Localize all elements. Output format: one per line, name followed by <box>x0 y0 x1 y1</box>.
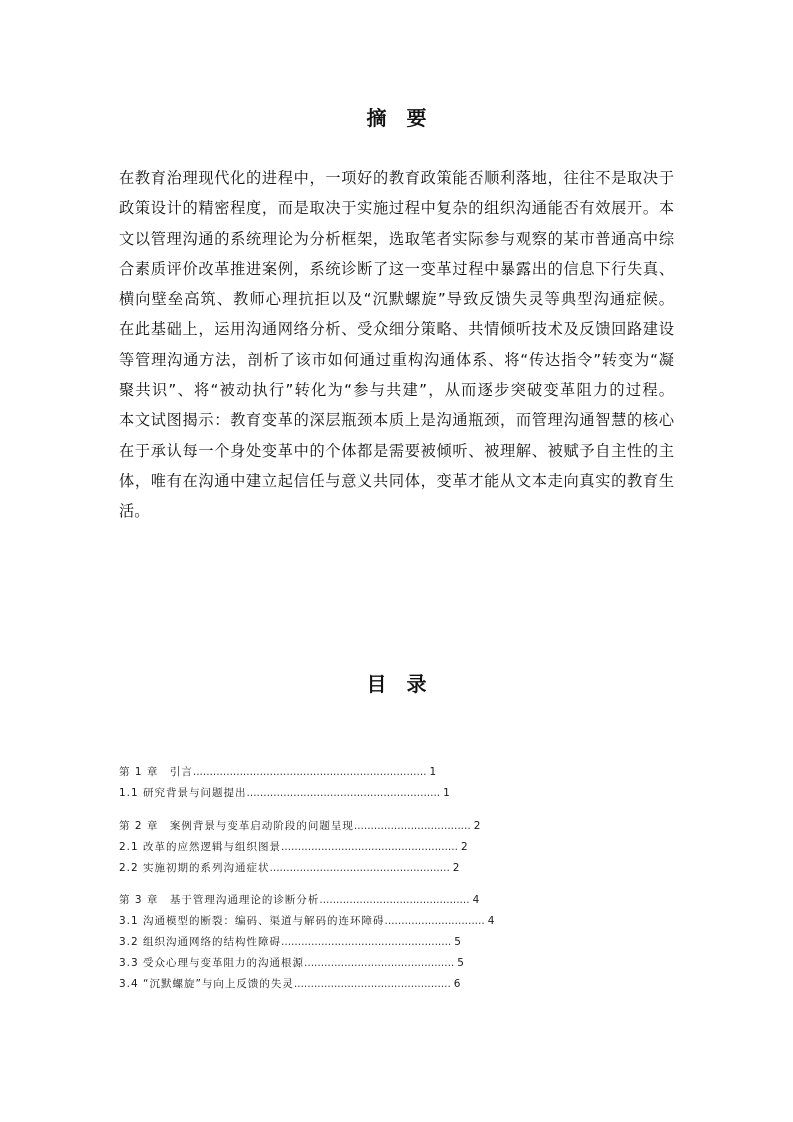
toc-page-number: 2 <box>473 820 481 832</box>
toc-entry-label: 第 1 章 引言 <box>119 766 193 778</box>
toc-leader-dots: .............................. <box>384 915 485 927</box>
toc-entry-section-3-1[interactable] <box>119 913 494 929</box>
toc-entry-label: 3.2 组织沟通网络的结构性障碍 <box>119 936 282 948</box>
toc-leader-dots: .......................................................... <box>246 787 441 799</box>
abstract-line: 聚共识”、将“被动执行”转化为“参与共建”，从而逐步突破变革阻力的过程。 <box>119 381 674 400</box>
abstract-line: 文以管理沟通的系统理论为分析框架，选取笔者实际参与观察的某市普通高中综 <box>119 229 674 248</box>
abstract-line: 在此基础上，运用沟通网络分析、受众细分策略、共情倾听技术及反馈回路建设 <box>119 320 674 339</box>
toc-leader-dots: ..................................................... <box>281 841 458 853</box>
toc-leader-dots: ............................................. <box>319 894 470 906</box>
toc-entry-label: 1.1 研究背景与问题提出 <box>119 787 247 799</box>
toc-entry-label: 3.3 受众心理与变革阻力的沟通根源 <box>119 957 305 969</box>
toc-entry-section-3-4[interactable] <box>119 976 460 992</box>
toc-leader-dots: ...................................................... <box>269 862 450 874</box>
toc-leader-dots: ............................................. <box>304 957 455 969</box>
toc-entry-label: 3.1 沟通模型的断裂：编码、渠道与解码的连环障碍 <box>119 915 385 927</box>
toc-leader-dots: ................................... <box>353 820 471 832</box>
toc-page-number: 1 <box>443 787 450 799</box>
toc-leader-dots: ................................................... <box>281 936 452 948</box>
abstract-line: 等管理沟通方法，剖析了该市如何通过重构沟通体系、将“传达指令”转变为“凝 <box>119 350 674 369</box>
toc-page-number: 4 <box>487 915 495 927</box>
toc-entry-section-1-1[interactable] <box>119 785 450 801</box>
toc-page-number: 1 <box>429 766 437 778</box>
toc-title: 目 录 <box>366 672 427 696</box>
abstract-body <box>119 163 674 527</box>
abstract-line: 政策设计的精密程度，而是取决于实施过程中复杂的组织沟通能否有效展开。本 <box>119 199 674 218</box>
toc-leader-dots: ...................................................................... <box>192 766 427 778</box>
toc-entry-chapter-1[interactable] <box>119 764 436 780</box>
abstract-line: 本文试图揭示：教育变革的深层瓶颈本质上是沟通瓶颈，而管理沟通智慧的核心 <box>119 411 674 430</box>
abstract-line: 在教育治理现代化的进程中，一项好的教育政策能否顺利落地，往往不是取决于 <box>119 169 674 187</box>
toc-page-number: 5 <box>454 936 461 948</box>
toc-page-number: 4 <box>472 894 480 906</box>
toc-entry-label: 2.1 改革的应然逻辑与组织图景 <box>119 841 282 853</box>
toc-leader-dots: ............................................... <box>293 978 451 990</box>
toc-page-number: 5 <box>457 957 464 969</box>
toc-entry-section-3-2[interactable] <box>119 934 461 950</box>
abstract-title: 摘 要 <box>366 106 427 130</box>
toc-page-number: 6 <box>453 978 461 990</box>
toc-page-number: 2 <box>460 841 468 853</box>
toc-page-number: 2 <box>452 862 460 874</box>
toc-entry-section-2-2[interactable] <box>119 860 459 876</box>
toc-entry-label: 3.4 “沉默螺旋”与向上反馈的失灵 <box>119 978 294 990</box>
toc-entry-chapter-2[interactable] <box>119 818 480 834</box>
abstract-line: 合素质评价改革推进案例，系统诊断了这一变革过程中暴露出的信息下行失真、 <box>119 259 674 278</box>
toc-entry-label: 第 2 章 案例背景与变革启动阶段的问题呈现 <box>119 820 354 832</box>
toc-entry-chapter-3[interactable] <box>119 892 479 908</box>
abstract-line: 在于承认每一个身处变革中的个体都是需要被倾听、被理解、被赋予自主性的主 <box>119 441 674 460</box>
toc-entry-label: 第 3 章 基于管理沟通理论的诊断分析 <box>119 894 320 906</box>
toc-entry-label: 2.2 实施初期的系列沟通症状 <box>119 862 270 874</box>
abstract-line: 体，唯有在沟通中建立起信任与意义共同体，变革才能从文本走向真实的教育生 <box>119 471 674 490</box>
toc-entry-section-3-3[interactable] <box>119 955 464 971</box>
abstract-line: 活。 <box>119 502 150 521</box>
toc-entry-section-2-1[interactable] <box>119 839 468 855</box>
abstract-line: 横向壁垒高筑、教师心理抗拒以及“沉默螺旋”导致反馈失灵等典型沟通症候。 <box>119 290 674 309</box>
